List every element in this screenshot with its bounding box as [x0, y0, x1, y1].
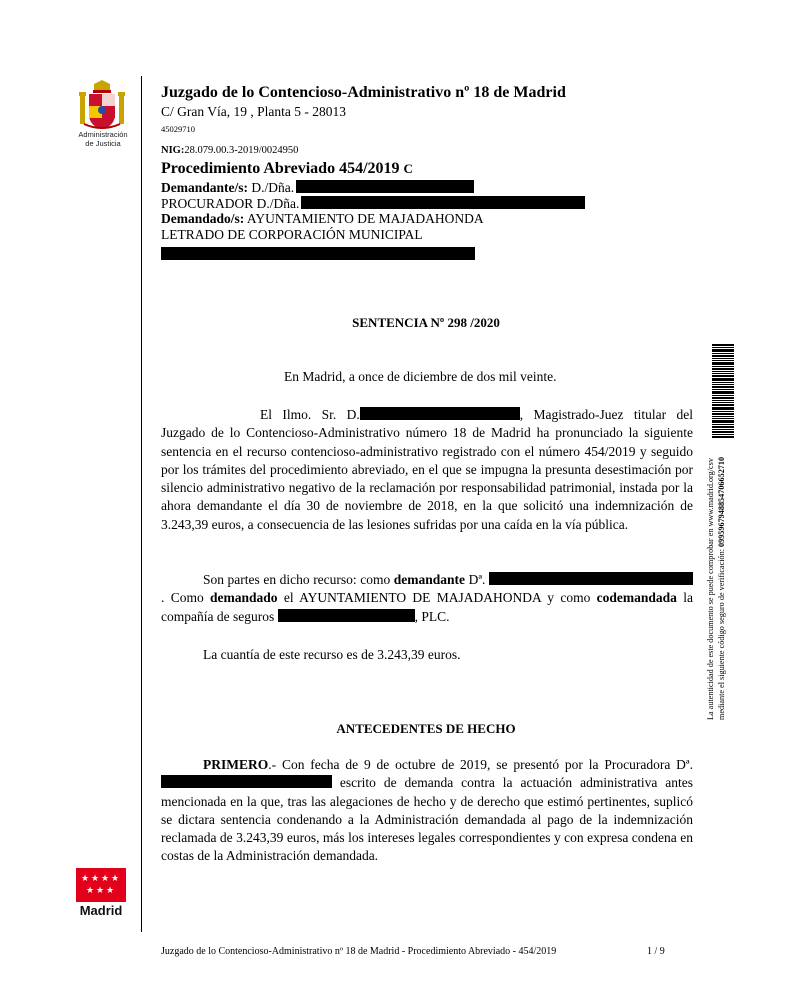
para2-demandado: demandado [210, 590, 278, 606]
verification-line-1: La autenticidad de este documento se puede comprobar en www.madrid.org/csv [706, 458, 715, 720]
redaction-bar [161, 775, 332, 788]
redaction-bar [296, 180, 474, 193]
para1-text-b: , Magistrado-Juez titular del Juzgado de lo Contencioso-Administrativo número 18 de Madrid ha pronunciado la siguiente sentencia en el recurso contencioso-administrativo registrado con el número 454/2019 y seguido por los trámites del procedimiento abreviado, en el que se impugna la presunta desestimación por silencio administrativo negativo de la reclamación por responsabilidad patrimonial, instada por la ahora demandante el día 30 de noviembre de 2018, en la que solicitó una indemnización de 3.243,39 euros, a consecuencia de las lesiones sufridas por una caída en la vía pública. [161, 407, 693, 532]
star-icon: ★ [101, 873, 110, 883]
court-code: 45029710 [161, 124, 195, 134]
date-line: En Madrid, a once de diciembre de dos mil veinte. [284, 369, 557, 384]
defendant-value: AYUNTAMIENTO DE MAJADAHONDA [246, 211, 484, 226]
plaintiff-value: D./Dña. [251, 180, 295, 195]
star-icon: ★ [111, 873, 120, 883]
star-icon: ★ [91, 873, 100, 883]
court-address: C/ Gran Vía, 19 , Planta 5 - 28013 [161, 104, 346, 119]
paragraph-magistrate [161, 406, 693, 534]
procurador-label: PROCURADOR D./Dña. [161, 196, 300, 211]
redaction-bar [360, 407, 520, 420]
para2-text-d: . Como [161, 590, 211, 606]
para2-text-c: Dª. [465, 572, 489, 587]
procedure-number: Procedimiento Abreviado 454/2019 [161, 160, 400, 177]
star-icon: ★ [106, 885, 115, 895]
para2-text-i: , PLC. [414, 608, 450, 624]
court-name: Juzgado de lo Contencioso-Administrativo nº 18 de Madrid [161, 84, 566, 101]
nig-value: 28.079.00.3-2019/0024950 [184, 145, 299, 156]
star-icon: ★ [96, 885, 105, 895]
star-icon: ★ [81, 873, 90, 883]
madrid-flag-logo [76, 868, 126, 902]
nig-label: NIG: [161, 145, 185, 156]
primero-label: PRIMERO [203, 757, 269, 772]
defendant-label: Demandado/s: [161, 211, 245, 226]
redaction-bar [301, 196, 585, 209]
madrid-logo-caption: Madrid [79, 903, 123, 918]
star-icon: ★ [86, 885, 95, 895]
para4-text-c: escrito de demanda contra la actuación administrativa antes mencionada en la que, tras las alegaciones de hecho y de derecho que estimó pertinentes, suplicó se dictara sentencia condenando a la Administración demandada al pago de la indemnización reclamada de 3.243,39 euros, más los intereses legales correspondientes y con expresa condena en costas de la Administración demandada. [161, 775, 693, 864]
spain-logo-caption: Administración de Justicia [78, 130, 128, 148]
para4-text-b: .- Con fecha de 9 de octubre de 2019, se presentó por la Procuradora Dª. [268, 757, 693, 772]
sentence-title: SENTENCIA Nº 298 /2020 [352, 315, 500, 330]
verification-code: 0995967948854706652710 [716, 456, 726, 547]
paragraph-primero [161, 756, 693, 866]
para2-text-f: el AYUNTAMIENTO DE MAJADAHONDA y como [277, 590, 597, 606]
nig-line [161, 145, 298, 156]
page-footer: Juzgado de lo Contencioso-Administrativo nº 18 de Madrid - Procedimiento Abreviado - 454/2019 [161, 946, 557, 957]
verification-text [706, 360, 727, 720]
procurador-line [161, 196, 585, 212]
para1-text-a: El Ilmo. Sr. D. [260, 407, 360, 422]
plaintiff-label: Demandante/s: [161, 180, 248, 195]
letrado-line: LETRADO DE CORPORACIÓN MUNICIPAL [161, 227, 423, 242]
para2-text-h: la compañía de seguros [161, 590, 693, 624]
defendant-line [161, 211, 484, 227]
verification-label: mediante el siguiente código seguro de verificación: [716, 546, 726, 720]
page-number: 1 / 9 [647, 946, 665, 957]
procedure-title [161, 160, 413, 178]
redaction-bar [161, 247, 475, 260]
procedure-suffix: C [403, 161, 413, 176]
para2-codemandada: codemandada [596, 590, 677, 606]
antecedentes-title: ANTECEDENTES DE HECHO [336, 721, 516, 736]
paragraph-amount: La cuantía de este recurso es de 3.243,39 euros. [203, 647, 461, 662]
para2-text-a: Son partes en dicho recurso: como [203, 572, 394, 587]
redaction-bar [489, 572, 693, 585]
verification-line-2 [717, 360, 728, 720]
para2-demandante: demandante [393, 572, 466, 587]
plaintiff-line [161, 180, 474, 196]
redaction-bar [278, 609, 415, 622]
paragraph-parties [161, 571, 693, 626]
margin-rule [141, 76, 142, 932]
